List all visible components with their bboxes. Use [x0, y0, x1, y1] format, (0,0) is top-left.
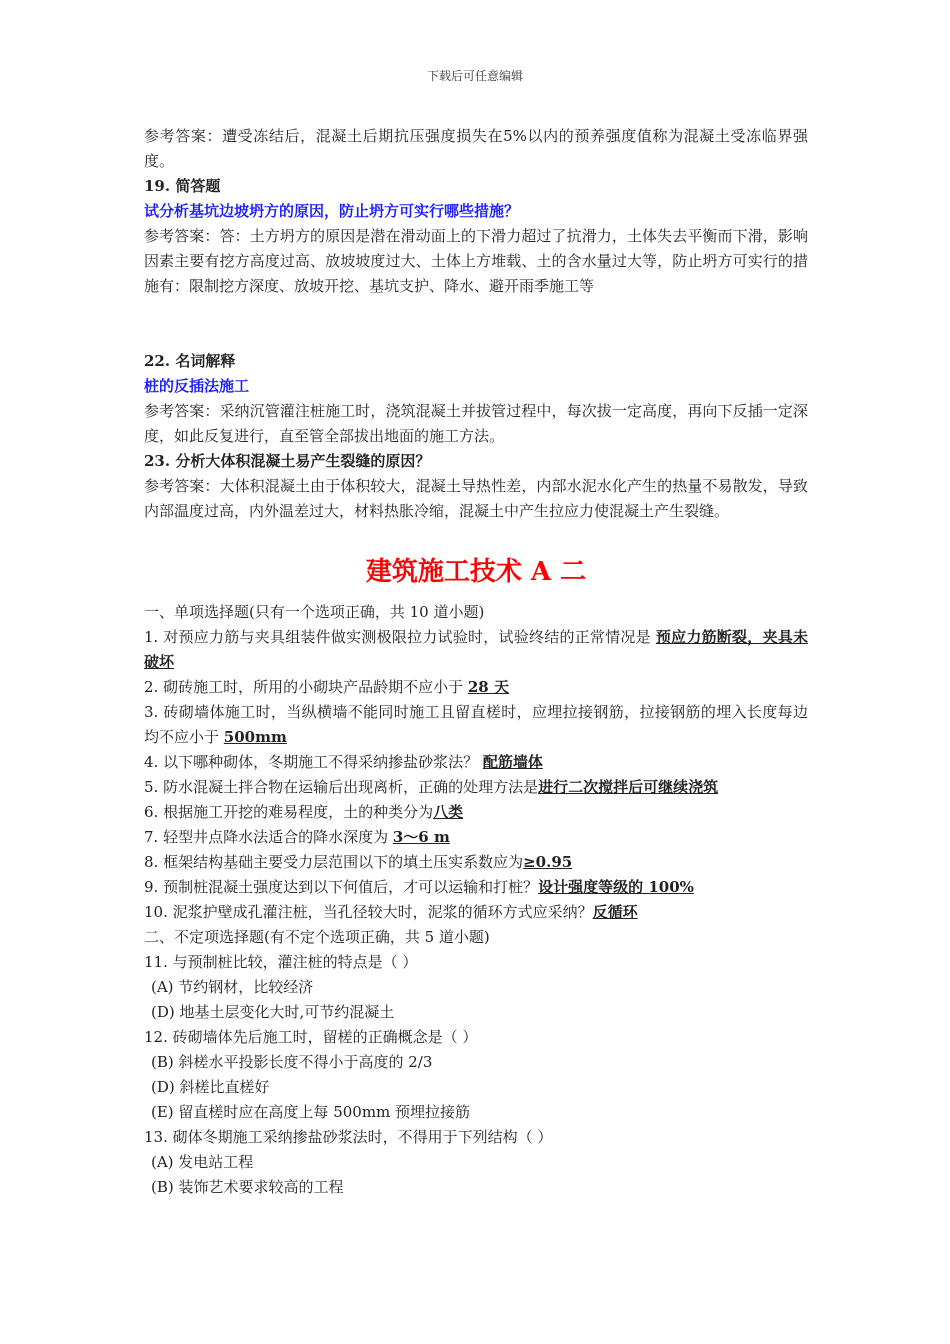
- question-text: 9. 预制桩混凝土强度达到以下何值后，才可以运输和打桩？: [144, 878, 539, 896]
- question-3: [144, 700, 808, 750]
- question-7: [144, 825, 808, 850]
- question-9: [144, 875, 808, 900]
- question-8: [144, 850, 808, 875]
- q23-answer: 参考答案：大体积混凝土由于体积较大，混凝土导热性差，内部水泥水化产生的热量不易散发，导致内部温度过高，内外温差过大，材料热胀冷缩，混凝土中产生拉应力使混凝土产生裂缝。: [144, 477, 808, 520]
- spacer: [144, 299, 808, 349]
- q18-answer: 参考答案：遭受冻结后，混凝土后期抗压强度损失在5%以内的预养强度值称为混凝土受冻临界强度。: [144, 127, 808, 170]
- q19-answer: 参考答案：答：土方坍方的原因是潜在滑动面上的下滑力超过了抗滑力，土体失去平衡而下滑，影响因素主要有挖方高度过高、放坡坡度过大、土体上方堆载、土的含水量过大等，防止坍方可实行的措施有：限制挖方深度、放坡开挖、基坑支护、降水、避开雨季施工等: [144, 227, 808, 295]
- q12-option: (E) 留直槎时应在高度上每 500mm 预埋拉接筋: [151, 1103, 471, 1121]
- answer-text: 500mm: [223, 728, 287, 746]
- question-4: [144, 750, 808, 775]
- q11-option: (D) 地基土层变化大时,可节约混凝土: [151, 1003, 395, 1021]
- q22-question: 桩的反插法施工: [144, 377, 250, 395]
- answer-text: 28 天: [467, 678, 509, 696]
- q23-heading: 23. 分析大体积混凝土易产生裂缝的原因？: [144, 452, 431, 470]
- question-text: 1. 对预应力筋与夹具组装件做实测极限拉力试验时，试验终结的正常情况是: [144, 628, 656, 646]
- question-13: 13. 砌体冬期施工采纳掺盐砂浆法时，不得用于下列结构（ ）: [144, 1128, 553, 1146]
- q12-option: (B) 斜槎水平投影长度不得小于高度的 2/3: [151, 1053, 433, 1071]
- q13-option: (A) 发电站工程: [151, 1153, 254, 1171]
- q19-question: 试分析基坑边坡坍方的原因，防止坍方可实行哪些措施？: [144, 202, 520, 220]
- answer-text: 反循环: [592, 903, 638, 921]
- question-text: 6. 根据施工开挖的难易程度，土的种类分为: [144, 803, 434, 821]
- answer-text: 配筋墙体: [482, 753, 543, 771]
- answer-text: 3～6 m: [392, 828, 450, 846]
- question-text: 8. 框架结构基础主要受力层范围以下的填土压实系数应为: [144, 853, 524, 871]
- page-header: 下载后可任意编辑: [426, 69, 523, 83]
- answer-text: 进行二次搅拌后可继续浇筑: [538, 778, 719, 796]
- question-12: 12. 砖砌墙体先后施工时，留槎的正确概念是（ ）: [144, 1028, 478, 1046]
- part2-heading: 二、不定项选择题(有不定个选项正确，共 5 道小题): [144, 928, 490, 946]
- q19-heading: 19. 简答题: [144, 177, 221, 195]
- q11-option: (A) 节约钢材，比较经济: [151, 978, 314, 996]
- q12-option: (D) 斜槎比直槎好: [151, 1078, 270, 1096]
- question-text: 2. 砌砖施工时，所用的小砌块产品龄期不应小于: [144, 678, 468, 696]
- answer-text: 八类: [433, 803, 464, 821]
- answer-text: ≥0.95: [523, 853, 573, 871]
- question-1: [144, 625, 808, 675]
- question-10: [144, 900, 808, 925]
- q22-heading: 22. 名词解释: [144, 352, 236, 370]
- q13-option: (B) 装饰艺术要求较高的工程: [151, 1178, 344, 1196]
- part1-heading: 一、单项选择题(只有一个选项正确，共 10 道小题): [144, 603, 485, 621]
- question-text: 10. 泥浆护壁成孔灌注桩，当孔径较大时，泥浆的循环方式应采纳？: [144, 903, 593, 921]
- section-title: 建筑施工技术 A 二: [365, 557, 587, 587]
- q22-answer: 参考答案：采纳沉管灌注桩施工时，浇筑混凝土并拔管过程中，每次拔一定高度，再向下反插一定深度，如此反复进行，直至管全部拔出地面的施工方法。: [144, 402, 808, 445]
- question-text: 5. 防水混凝土拌合物在运输后出现离析，正确的处理方法是: [144, 778, 539, 796]
- answer-text: 设计强度等级的 100%: [538, 878, 694, 896]
- question-text: 4. 以下哪种砌体，冬期施工不得采纳掺盐砂浆法？: [144, 753, 483, 771]
- document-body: [144, 124, 808, 1200]
- answer-text: 预应力筋断裂，夹具未破坏: [144, 628, 808, 671]
- question-5: [144, 775, 808, 800]
- question-text: 3. 砖砌墙体施工时，当纵横墙不能同时施工且留直槎时，应埋拉接钢筋，拉接钢筋的埋入长度每边均不应小于: [144, 703, 808, 746]
- question-text: 7. 轻型井点降水法适合的降水深度为: [144, 828, 393, 846]
- question-2: [144, 675, 808, 700]
- question-6: [144, 800, 808, 825]
- question-11: 11. 与预制桩比较，灌注桩的特点是（ ）: [144, 953, 418, 971]
